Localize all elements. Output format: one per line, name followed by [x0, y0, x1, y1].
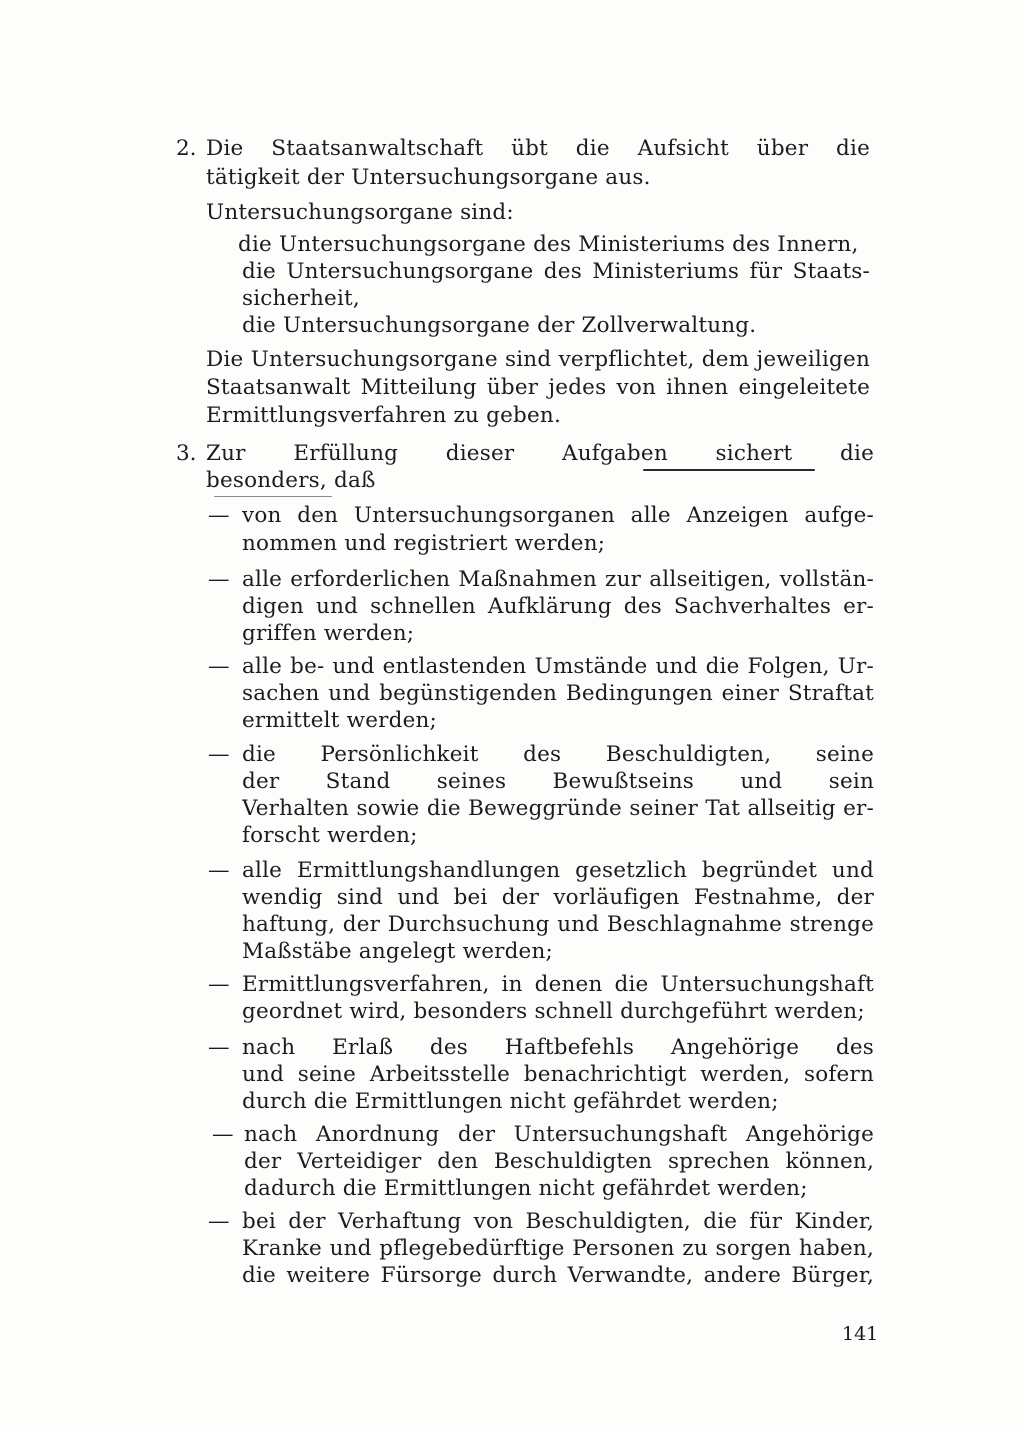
- dash-marker: —: [208, 567, 230, 592]
- list-item-7-line-1: nach Erlaß des Haftbefehls Angehörige des: [242, 1035, 874, 1060]
- dash-marker: —: [212, 1122, 234, 1147]
- list-item-9-line-1: bei der Verhaftung von Beschuldigten, die für Kinder,: [242, 1209, 874, 1234]
- organ-item-1: die Untersuchungsorgane des Ministeriums des Innern,: [238, 232, 859, 257]
- list-item-7-line-3: durch die Ermittlungen nicht gefährdet werden;: [242, 1089, 779, 1114]
- duty-line-2: Staatsanwalt Mitteilung über jedes von ihnen eingeleitete: [206, 375, 870, 400]
- section-3-number: 3.: [176, 441, 197, 466]
- list-item-8-line-1: nach Anordnung der Untersuchungshaft Angehörige: [244, 1122, 874, 1147]
- organs-intro: Untersuchungsorgane sind:: [206, 200, 514, 225]
- organ-item-2: die Untersuchungsorgane des Ministeriums für Staats-: [242, 259, 870, 284]
- list-item-8-line-2: der Verteidiger den Beschuldigten sprechen können,: [244, 1149, 874, 1174]
- list-item-5-line-3: haftung, der Durchsuchung und Beschlagnahme strenge: [242, 912, 874, 937]
- list-item-9-line-3: die weitere Fürsorge durch Verwandte, andere Bürger,: [242, 1263, 874, 1288]
- dash-marker: —: [208, 1035, 230, 1060]
- dash-marker: —: [208, 858, 230, 883]
- section-2-line-1: Die Staatsanwaltschaft übt die Aufsicht über die: [206, 136, 870, 161]
- list-item-6-line-2: geordnet wird, besonders schnell durchgeführt werden;: [242, 999, 865, 1024]
- dash-marker: —: [208, 742, 230, 767]
- section-3-line-1: Zur Erfüllung dieser Aufgaben sichert die: [206, 441, 874, 466]
- duty-line-1: Die Untersuchungsorgane sind verpflichtet, dem jeweiligen: [206, 347, 870, 372]
- section-3-line-2: besonders, daß: [206, 468, 376, 493]
- list-item-6-line-1: Ermittlungsverfahren, in denen die Untersuchungshaft: [242, 972, 874, 997]
- section-2-number: 2.: [176, 136, 197, 161]
- list-item-4-line-2: der Stand seines Bewußtseins und sein: [242, 769, 874, 794]
- dash-marker: —: [208, 1209, 230, 1234]
- handwritten-underline: [643, 469, 815, 471]
- list-item-7-line-2: und seine Arbeitsstelle benachrichtigt werden, sofern: [242, 1062, 874, 1087]
- list-item-2-line-2: digen und schnellen Aufklärung des Sachverhaltes er-: [242, 594, 874, 619]
- organ-item-3: die Untersuchungsorgane der Zollverwaltung.: [242, 313, 757, 338]
- pencil-mark: [214, 496, 332, 497]
- list-item-3-line-2: sachen und begünstigenden Bedingungen einer Straftat: [242, 681, 874, 706]
- list-item-1-line-1: von den Untersuchungsorganen alle Anzeigen aufge-: [242, 503, 874, 528]
- list-item-8-line-3: dadurch die Ermittlungen nicht gefährdet werden;: [244, 1176, 808, 1201]
- list-item-5-line-4: Maßstäbe angelegt werden;: [242, 939, 553, 964]
- list-item-5-line-2: wendig sind und bei der vorläufigen Festnahme, der: [242, 885, 874, 910]
- organ-item-2-cont: sicherheit,: [242, 286, 360, 311]
- list-item-4-line-1: die Persönlichkeit des Beschuldigten, seine: [242, 742, 874, 767]
- section-2-line-2: tätigkeit der Untersuchungsorgane aus.: [206, 165, 651, 190]
- dash-marker: —: [208, 503, 230, 528]
- list-item-9-line-2: Kranke und pflegebedürftige Personen zu sorgen haben,: [242, 1236, 874, 1261]
- list-item-3-line-3: ermittelt werden;: [242, 708, 437, 733]
- dash-marker: —: [208, 972, 230, 997]
- list-item-3-line-1: alle be- und entlastenden Umstände und die Folgen, Ur-: [242, 654, 874, 679]
- duty-line-3: Ermittlungsverfahren zu geben.: [206, 403, 561, 428]
- list-item-2-line-3: griffen werden;: [242, 621, 415, 646]
- list-item-4-line-3: Verhalten sowie die Beweggründe seiner Tat allseitig er-: [242, 796, 874, 821]
- list-item-2-line-1: alle erforderlichen Maßnahmen zur allseitigen, vollstän-: [242, 567, 874, 592]
- dash-marker: —: [208, 654, 230, 679]
- list-item-4-line-4: forscht werden;: [242, 823, 418, 848]
- page-number: 141: [842, 1323, 879, 1345]
- list-item-1-line-2: nommen und registriert werden;: [242, 531, 606, 556]
- list-item-5-line-1: alle Ermittlungshandlungen gesetzlich begründet und: [242, 858, 874, 883]
